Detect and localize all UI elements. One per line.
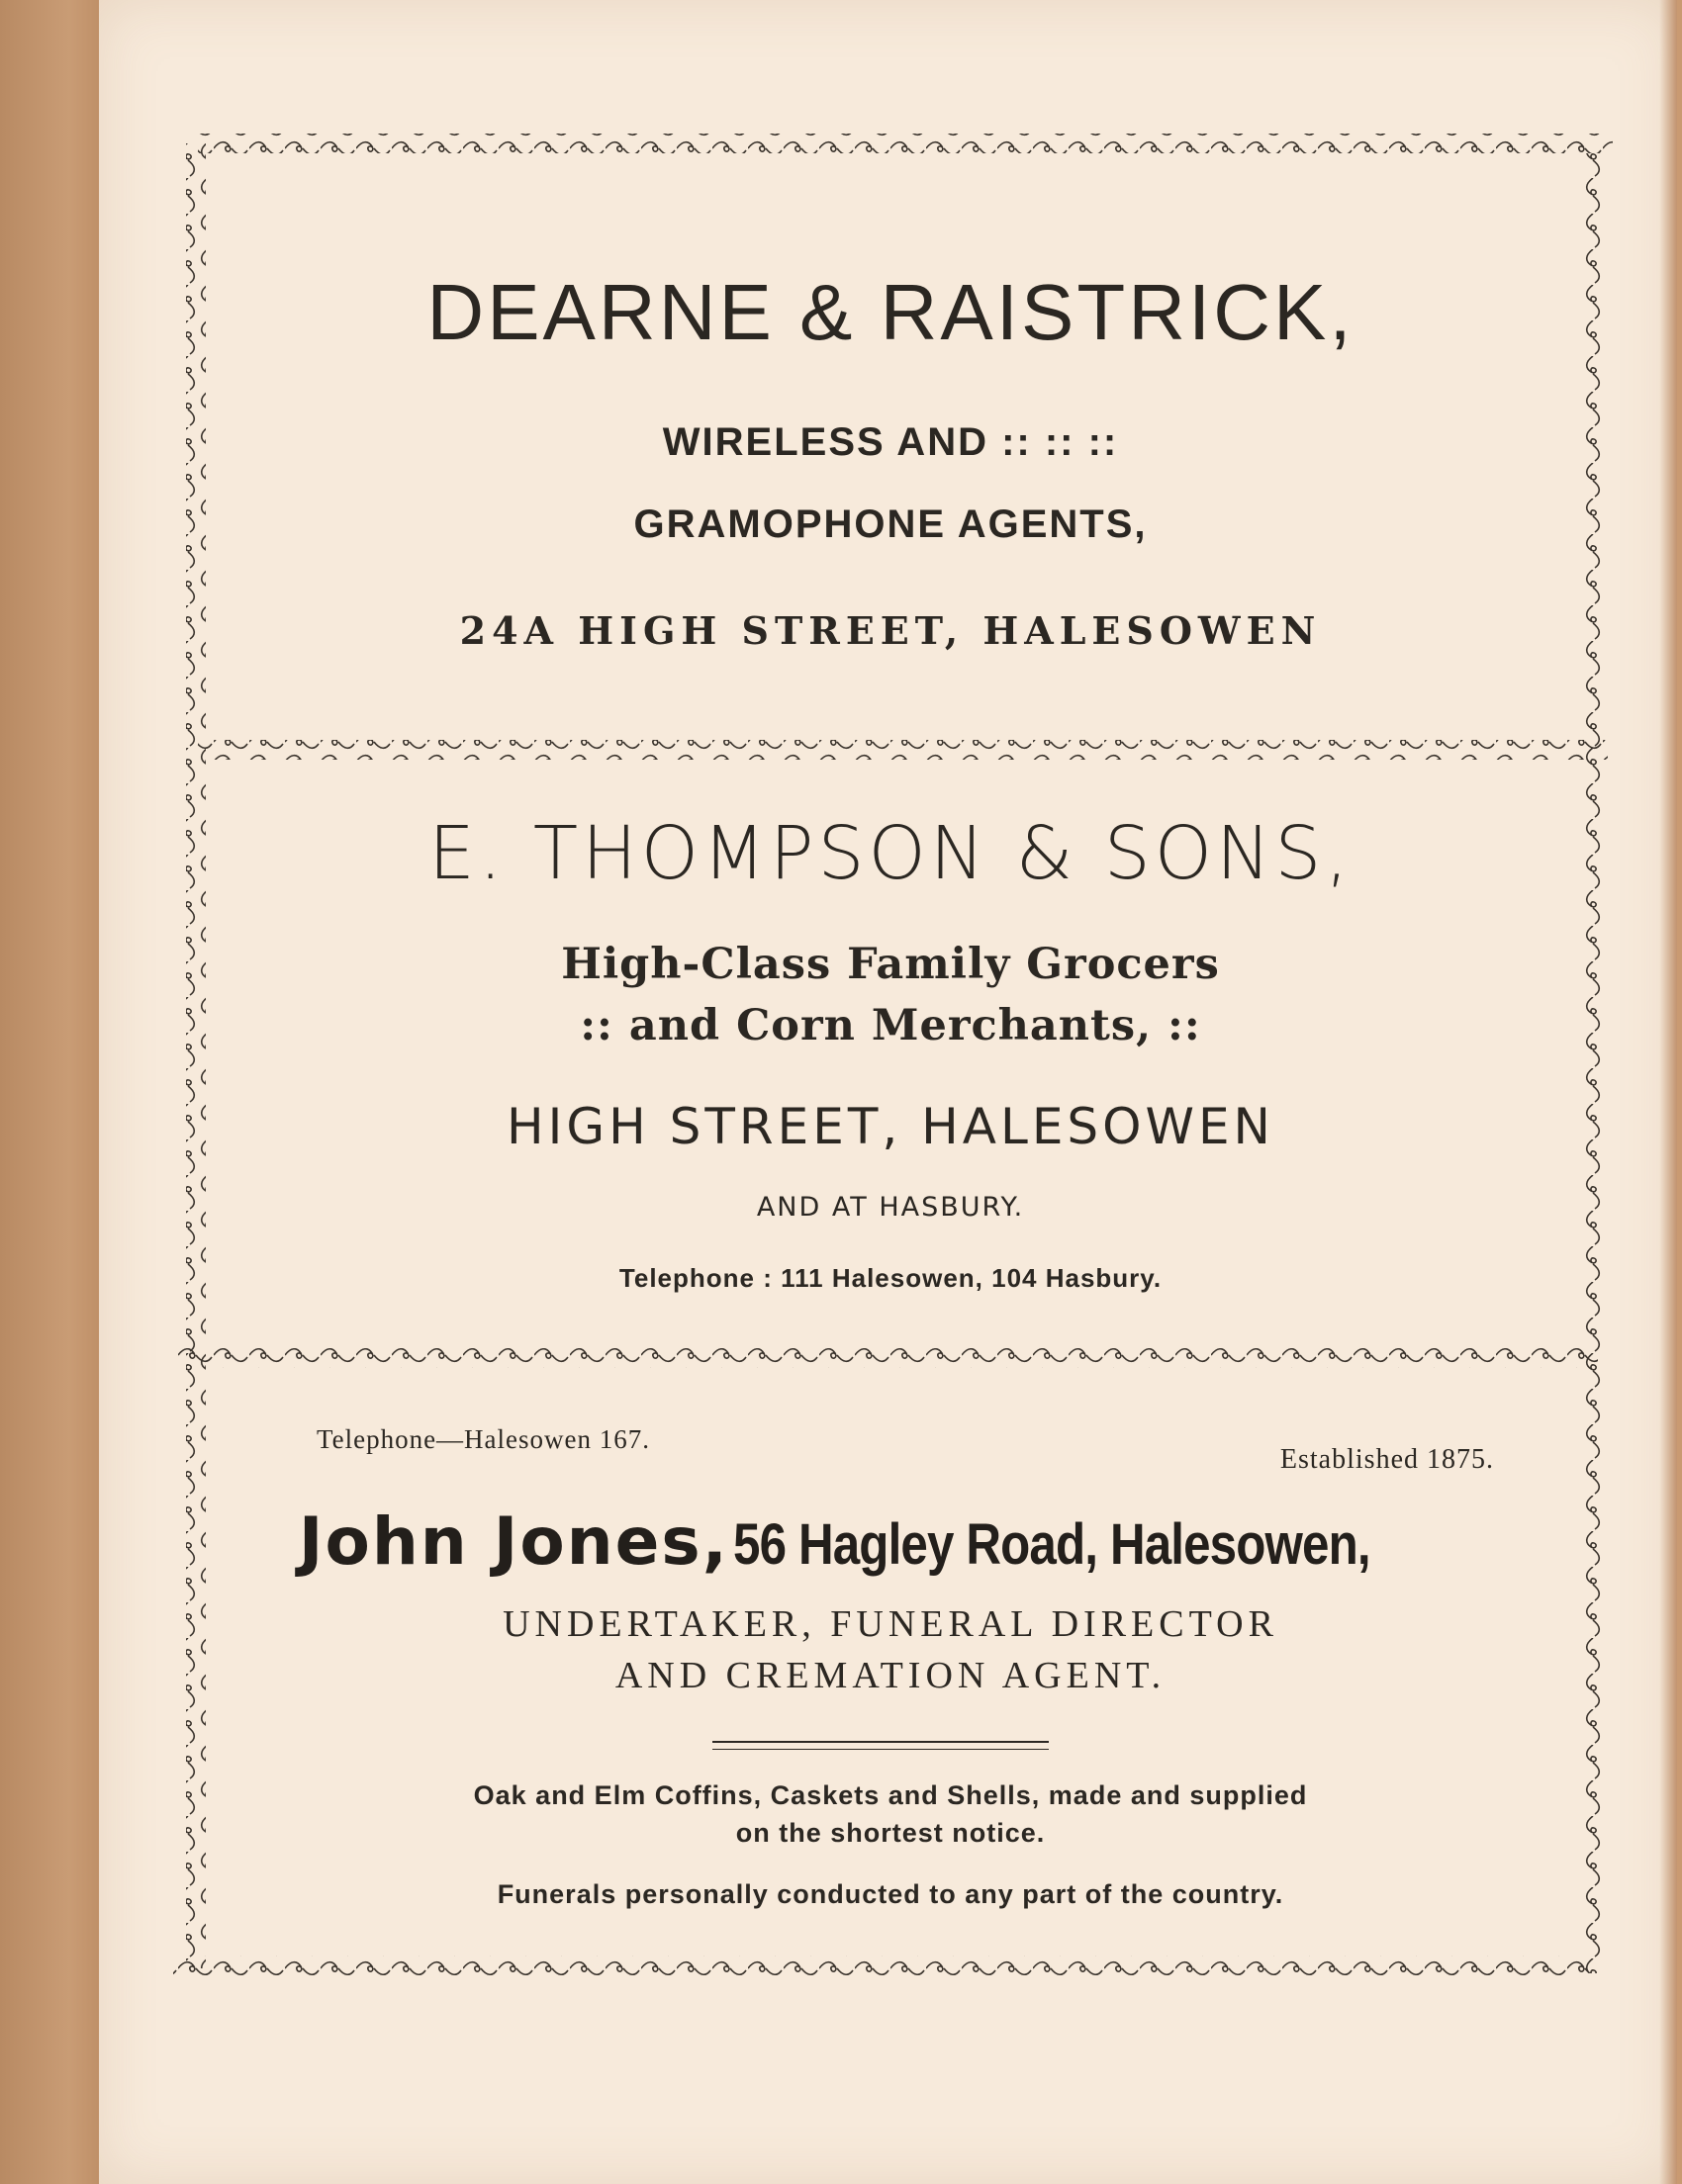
thompson-branch: AND AT HASBURY. xyxy=(756,1192,1025,1223)
border-divider-2 xyxy=(178,1348,1598,1368)
john-jones-description-1: Oak and Elm Coffins, Caskets and Shells, made and supplied xyxy=(473,1780,1308,1810)
ad-dearne-raistrick xyxy=(188,237,1593,712)
john-jones-heading xyxy=(188,1503,1593,1580)
thompson-telephone: Telephone : 111 Halesowen, 104 Hasbury. xyxy=(618,1263,1163,1293)
ad-john-jones xyxy=(188,1405,1593,1939)
john-jones-line-1: UNDERTAKER, FUNERAL DIRECTOR xyxy=(503,1603,1278,1645)
john-jones-double-rule xyxy=(712,1741,1049,1750)
border-bottom xyxy=(173,1956,1588,1975)
thompson-line-2: :: and Corn Merchants, :: xyxy=(580,1001,1201,1050)
dearne-raistrick-address: 24A HIGH STREET, HALESOWEN xyxy=(459,608,1322,653)
john-jones-description-3: Funerals personally conducted to any part of the country. xyxy=(497,1879,1284,1909)
dearne-raistrick-name: DEARNE & RAISTRICK, xyxy=(426,268,1355,356)
john-jones-name: John Jones, xyxy=(298,1503,729,1580)
border-top xyxy=(198,134,1613,153)
john-jones-line-2: AND CREMATION AGENT. xyxy=(614,1655,1167,1696)
ad-thompson-sons xyxy=(188,781,1593,1325)
thompson-line-1: High-Class Family Grocers xyxy=(561,940,1220,989)
dearne-raistrick-line-2: GRAMOPHONE AGENTS, xyxy=(633,502,1148,546)
thompson-address: HIGH STREET, HALESOWEN xyxy=(507,1098,1274,1155)
john-jones-telephone: Telephone—Halesowen 167. xyxy=(317,1424,651,1454)
john-jones-address: 56 Hagley Road, Halesowen, xyxy=(732,1512,1370,1577)
dearne-raistrick-line-1: WIRELESS AND :: :: :: xyxy=(662,420,1119,464)
border-divider-1 xyxy=(198,740,1608,760)
john-jones-description-2: on the shortest notice. xyxy=(735,1818,1046,1848)
thompson-name: E. THOMPSON & SONS, xyxy=(428,811,1353,896)
john-jones-established: Established 1875. xyxy=(1279,1444,1494,1475)
